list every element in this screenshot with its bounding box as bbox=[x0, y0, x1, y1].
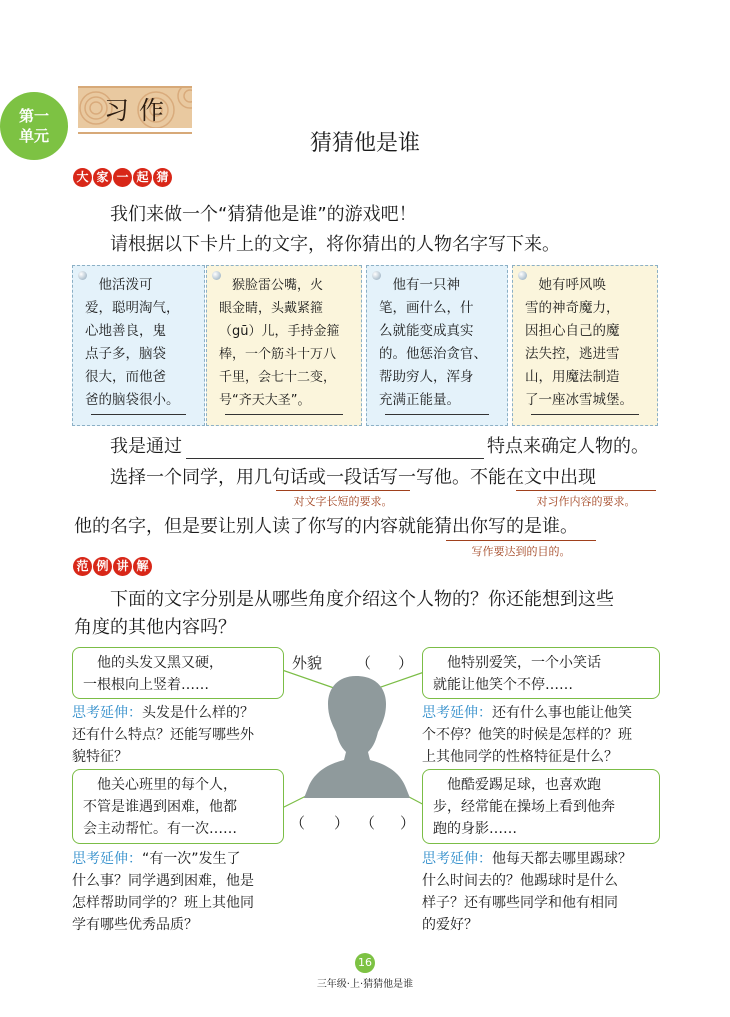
example-bubble-hobby: 他酷爱踢足球，也喜欢跑 步，经常能在操场上看到他奔 跑的身影…… bbox=[422, 769, 660, 844]
card-line: 猴脸雷公嘴，火 bbox=[219, 278, 324, 293]
unit-badge-line1: 第一 bbox=[18, 107, 49, 125]
tag-char: 家 bbox=[93, 168, 112, 187]
card-line: 因担心自己的魔 bbox=[525, 323, 620, 339]
bracket-open: （ bbox=[290, 814, 306, 832]
card-line: 千里，会七十二变， bbox=[219, 370, 337, 385]
clue-card-1 bbox=[72, 265, 205, 426]
tag-char: 一 bbox=[113, 168, 132, 187]
bracket-open: （ bbox=[356, 654, 372, 672]
card-line: （gū）儿，手持金箍 bbox=[219, 324, 340, 339]
card-line: 帮助穷人，浑身 bbox=[379, 369, 474, 385]
identify-prefix: 我是通过 bbox=[110, 436, 182, 457]
card-line: 眼金睛，头戴紧箍 bbox=[219, 301, 324, 316]
intro-line1: 我们来做一个“猜猜他是谁”的游戏吧！ bbox=[110, 204, 417, 225]
clue-card-3 bbox=[366, 265, 508, 426]
answer-blank[interactable] bbox=[91, 414, 186, 415]
example-bubble-appearance: 他的头发又黑又硬， 一根根向上竖着…… bbox=[72, 647, 284, 699]
task-line2: 他的名字，但是要让别人读了你写的内容就能猜出你写的是谁。 bbox=[74, 516, 578, 537]
think-kindness: 思考延伸：“有一次”发生了 什么事？同学遇到困难，他是 怎样帮助同学的？班上其他同 学有哪些优秀品质？ bbox=[72, 851, 254, 933]
card-line: 很大，而他爸 bbox=[85, 369, 166, 385]
card-line: 心地善良，鬼 bbox=[85, 323, 166, 339]
bracket-close: ） bbox=[400, 814, 416, 832]
section-header bbox=[78, 86, 192, 128]
card-line: 了一座冰雪城堡。 bbox=[525, 392, 633, 408]
pin-icon bbox=[78, 271, 87, 280]
pin-icon bbox=[518, 271, 527, 280]
note-content: 对习作内容的要求。 bbox=[516, 490, 656, 509]
card-line: 她有呼风唤 bbox=[525, 277, 606, 293]
card-line: 点子多，脑袋 bbox=[85, 346, 166, 362]
tag-char: 例 bbox=[93, 557, 112, 576]
card-line: 爱，聪明淘气， bbox=[85, 300, 180, 316]
tag-char: 起 bbox=[133, 168, 152, 187]
note-length: 对文字长短的要求。 bbox=[276, 490, 410, 509]
tag-char: 讲 bbox=[113, 557, 132, 576]
example-bubble-personality: 他特别爱笑，一个小笑话 就能让他笑个不停…… bbox=[422, 647, 660, 699]
card-line: 充满正能量。 bbox=[379, 392, 460, 408]
card-line: 他活泼可 bbox=[85, 277, 153, 293]
tag-guess-together bbox=[73, 168, 172, 187]
tag-char: 范 bbox=[73, 557, 92, 576]
card-line: 笔，画什么，什 bbox=[379, 300, 474, 316]
unit-badge-line2: 单元 bbox=[18, 127, 49, 145]
question-line1: 下面的文字分别是从哪些角度介绍这个人物的？你还能想到这些 bbox=[110, 589, 614, 610]
bracket-close: ） bbox=[334, 814, 350, 832]
bracket-close: ） bbox=[398, 654, 414, 672]
think-hobby: 思考延伸：他每天都去哪里踢球？ 什么时间去的？他踢球时是什么 样子？还有哪些同学和他有相同 的爱好？ bbox=[422, 851, 632, 933]
pin-icon bbox=[212, 271, 221, 280]
bracket-open: （ bbox=[360, 814, 376, 832]
tag-char: 解 bbox=[133, 557, 152, 576]
clue-card-4 bbox=[512, 265, 658, 426]
section-title: 习作 bbox=[104, 96, 175, 125]
page-title: 猜猜他是谁 bbox=[309, 131, 420, 156]
think-personality: 思考延伸：还有什么事也能让他笑 个不停？他笑的时候是怎样的？班 上其他同学的性格特征是什么？ bbox=[422, 705, 632, 765]
card-line: 号“齐天大圣”。 bbox=[219, 393, 311, 408]
answer-blank[interactable] bbox=[225, 414, 343, 415]
card-line: 法失控，逃进雪 bbox=[525, 346, 620, 362]
answer-blank[interactable] bbox=[531, 414, 639, 415]
intro-line2: 请根据以下卡片上的文字，将你猜出的人物名字写下来。 bbox=[110, 234, 560, 255]
question-line2: 角度的其他内容吗？ bbox=[74, 617, 236, 638]
note-goal: 写作要达到的目的。 bbox=[446, 540, 596, 559]
identify-blank[interactable] bbox=[186, 458, 484, 459]
card-line: 爸的脑袋很小。 bbox=[85, 392, 180, 408]
page-number: 16 bbox=[355, 953, 375, 973]
angle-label: 外貌 bbox=[292, 654, 323, 672]
tag-char: 猜 bbox=[153, 168, 172, 187]
tag-examples bbox=[73, 557, 152, 576]
card-line: 山，用魔法制造 bbox=[525, 369, 620, 385]
think-appearance: 思考延伸：头发是什么样的？ 还有什么特点？还能写哪些外 貌特征？ bbox=[72, 705, 254, 765]
page-footer: 三年级·上·猜猜他是谁 bbox=[316, 979, 414, 990]
card-line: 棒，一个筋斗十万八 bbox=[219, 347, 337, 362]
identify-suffix: 特点来确定人物的。 bbox=[487, 436, 649, 457]
tag-char: 大 bbox=[73, 168, 92, 187]
task-line1: 选择一个同学，用几句话或一段话写一写他。不能在文中出现 bbox=[110, 467, 596, 488]
card-line: 雪的神奇魔力， bbox=[525, 300, 620, 316]
pin-icon bbox=[372, 271, 381, 280]
card-line: 的。他惩治贪官、 bbox=[379, 346, 487, 362]
answer-blank[interactable] bbox=[385, 414, 489, 415]
clue-card-2 bbox=[206, 265, 362, 426]
example-bubble-kindness: 他关心班里的每个人， 不管是谁遇到困难，他都 会主动帮忙。有一次…… bbox=[72, 769, 284, 844]
card-line: 么就能变成真实 bbox=[379, 323, 474, 339]
card-line: 他有一只神 bbox=[379, 277, 460, 293]
